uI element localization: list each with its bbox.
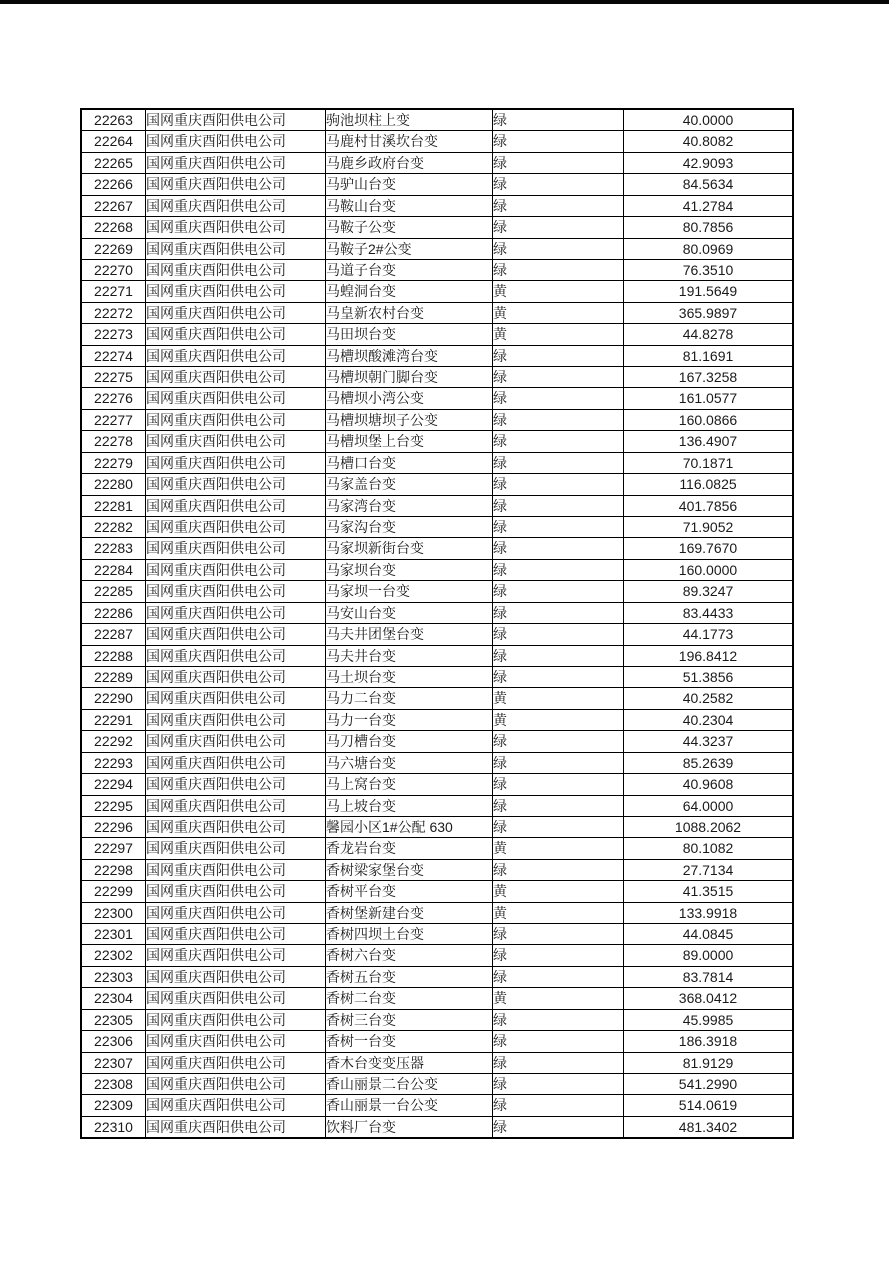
company-cell: 国网重庆酉阳供电公司 [146,131,326,152]
row-id-cell: 22286 [81,602,146,623]
status-cell: 绿 [493,1116,624,1138]
table-row [81,559,793,580]
status-cell: 绿 [493,859,624,880]
table-row [81,474,793,495]
capacity-value-cell: 83.7814 [624,966,794,987]
row-id-cell: 22297 [81,838,146,859]
company-cell: 国网重庆酉阳供电公司 [146,645,326,666]
table-row [81,924,793,945]
station-name-cell: 马力二台变 [326,688,493,709]
capacity-value-cell: 51.3856 [624,666,794,687]
table-row [81,645,793,666]
station-name-cell: 香龙岩台变 [326,838,493,859]
table-row [81,431,793,452]
company-cell: 国网重庆酉阳供电公司 [146,859,326,880]
table-row [81,452,793,473]
status-cell: 绿 [493,559,624,580]
capacity-value-cell: 161.0577 [624,388,794,409]
row-id-cell: 22292 [81,731,146,752]
status-cell: 绿 [493,752,624,773]
status-cell: 绿 [493,517,624,538]
table-body [81,109,793,1138]
table-row [81,238,793,259]
capacity-value-cell: 40.2582 [624,688,794,709]
capacity-value-cell: 40.2304 [624,709,794,730]
row-id-cell: 22287 [81,624,146,645]
capacity-value-cell: 160.0866 [624,409,794,430]
station-name-cell: 马家盖台变 [326,474,493,495]
status-cell: 绿 [493,645,624,666]
station-name-cell: 香树一台变 [326,1031,493,1052]
table-row [81,1031,793,1052]
status-cell: 绿 [493,474,624,495]
station-name-cell: 马刀槽台变 [326,731,493,752]
table-row [81,131,793,152]
status-cell: 绿 [493,495,624,516]
company-cell: 国网重庆酉阳供电公司 [146,1009,326,1030]
table-row [81,302,793,323]
status-cell: 绿 [493,217,624,238]
capacity-value-cell: 368.0412 [624,988,794,1009]
station-name-cell: 香树堡新建台变 [326,902,493,923]
capacity-value-cell: 45.9985 [624,1009,794,1030]
station-name-cell: 香树三台变 [326,1009,493,1030]
capacity-value-cell: 44.1773 [624,624,794,645]
capacity-value-cell: 541.2990 [624,1073,794,1094]
station-name-cell: 马家沟台变 [326,517,493,538]
table-row [81,1073,793,1094]
company-cell: 国网重庆酉阳供电公司 [146,559,326,580]
company-cell: 国网重庆酉阳供电公司 [146,1116,326,1138]
station-name-cell: 馨园小区1#公配 630 [326,816,493,837]
table-row [81,324,793,345]
company-cell: 国网重庆酉阳供电公司 [146,795,326,816]
company-cell: 国网重庆酉阳供电公司 [146,774,326,795]
station-name-cell: 香树五台变 [326,966,493,987]
capacity-value-cell: 44.8278 [624,324,794,345]
capacity-value-cell: 40.0000 [624,109,794,131]
table-row [81,1116,793,1138]
company-cell: 国网重庆酉阳供电公司 [146,367,326,388]
company-cell: 国网重庆酉阳供电公司 [146,538,326,559]
table-row [81,902,793,923]
capacity-value-cell: 71.9052 [624,517,794,538]
table-row [81,109,793,131]
capacity-value-cell: 44.0845 [624,924,794,945]
company-cell: 国网重庆酉阳供电公司 [146,816,326,837]
capacity-value-cell: 44.3237 [624,731,794,752]
status-cell: 绿 [493,1031,624,1052]
status-cell: 绿 [493,452,624,473]
station-name-cell: 驹池坝柱上变 [326,109,493,131]
page-top-border [0,0,889,4]
row-id-cell: 22270 [81,259,146,280]
row-id-cell: 22298 [81,859,146,880]
station-name-cell: 马蝗洞台变 [326,281,493,302]
row-id-cell: 22277 [81,409,146,430]
row-id-cell: 22309 [81,1095,146,1116]
station-name-cell: 香树四坝土台变 [326,924,493,945]
table-row [81,945,793,966]
row-id-cell: 22269 [81,238,146,259]
status-cell: 绿 [493,367,624,388]
table-row [81,795,793,816]
row-id-cell: 22274 [81,345,146,366]
row-id-cell: 22293 [81,752,146,773]
capacity-value-cell: 41.3515 [624,881,794,902]
station-name-cell: 马安山台变 [326,602,493,623]
status-cell: 绿 [493,1052,624,1073]
station-name-cell: 马皇新农村台变 [326,302,493,323]
table-row [81,152,793,173]
company-cell: 国网重庆酉阳供电公司 [146,1073,326,1094]
row-id-cell: 22266 [81,174,146,195]
status-cell: 黄 [493,709,624,730]
company-cell: 国网重庆酉阳供电公司 [146,688,326,709]
table-row [81,538,793,559]
company-cell: 国网重庆酉阳供电公司 [146,945,326,966]
company-cell: 国网重庆酉阳供电公司 [146,902,326,923]
table-row [81,281,793,302]
capacity-value-cell: 80.0969 [624,238,794,259]
company-cell: 国网重庆酉阳供电公司 [146,752,326,773]
company-cell: 国网重庆酉阳供电公司 [146,731,326,752]
capacity-value-cell: 191.5649 [624,281,794,302]
table-row [81,752,793,773]
table-row [81,495,793,516]
table-row [81,838,793,859]
company-cell: 国网重庆酉阳供电公司 [146,409,326,430]
station-name-cell: 香木台变变压器 [326,1052,493,1073]
status-cell: 绿 [493,966,624,987]
capacity-value-cell: 365.9897 [624,302,794,323]
row-id-cell: 22278 [81,431,146,452]
station-name-cell: 马槽坝朝门脚台变 [326,367,493,388]
company-cell: 国网重庆酉阳供电公司 [146,452,326,473]
company-cell: 国网重庆酉阳供电公司 [146,281,326,302]
capacity-value-cell: 169.7670 [624,538,794,559]
row-id-cell: 22310 [81,1116,146,1138]
company-cell: 国网重庆酉阳供电公司 [146,345,326,366]
station-name-cell: 香树梁家堡台变 [326,859,493,880]
station-name-cell: 马田坝台变 [326,324,493,345]
table-row [81,581,793,602]
company-cell: 国网重庆酉阳供电公司 [146,666,326,687]
capacity-value-cell: 89.3247 [624,581,794,602]
status-cell: 绿 [493,109,624,131]
company-cell: 国网重庆酉阳供电公司 [146,238,326,259]
row-id-cell: 22271 [81,281,146,302]
capacity-value-cell: 83.4433 [624,602,794,623]
table-row [81,966,793,987]
status-cell: 黄 [493,988,624,1009]
row-id-cell: 22282 [81,517,146,538]
status-cell: 绿 [493,131,624,152]
company-cell: 国网重庆酉阳供电公司 [146,495,326,516]
capacity-value-cell: 186.3918 [624,1031,794,1052]
table-row [81,1095,793,1116]
station-name-cell: 香树平台变 [326,881,493,902]
row-id-cell: 22299 [81,881,146,902]
row-id-cell: 22283 [81,538,146,559]
station-name-cell: 马土坝台变 [326,666,493,687]
station-name-cell: 马力一台变 [326,709,493,730]
station-name-cell: 马鹿村甘溪坎台变 [326,131,493,152]
row-id-cell: 22273 [81,324,146,345]
station-name-cell: 马鹿乡政府台变 [326,152,493,173]
company-cell: 国网重庆酉阳供电公司 [146,1095,326,1116]
station-name-cell: 马夫井台变 [326,645,493,666]
capacity-value-cell: 40.9608 [624,774,794,795]
station-name-cell: 马槽口台变 [326,452,493,473]
table-row [81,988,793,1009]
company-cell: 国网重庆酉阳供电公司 [146,1031,326,1052]
table-row [81,666,793,687]
table-row [81,409,793,430]
row-id-cell: 22267 [81,195,146,216]
station-name-cell: 马六塘台变 [326,752,493,773]
row-id-cell: 22279 [81,452,146,473]
row-id-cell: 22304 [81,988,146,1009]
table-row [81,388,793,409]
station-name-cell: 马槽坝酸滩湾台变 [326,345,493,366]
status-cell: 绿 [493,602,624,623]
capacity-value-cell: 80.1082 [624,838,794,859]
row-id-cell: 22308 [81,1073,146,1094]
status-cell: 绿 [493,624,624,645]
row-id-cell: 22294 [81,774,146,795]
station-name-cell: 马槽坝塘坝子公变 [326,409,493,430]
table-row [81,1009,793,1030]
company-cell: 国网重庆酉阳供电公司 [146,474,326,495]
row-id-cell: 22302 [81,945,146,966]
table-row [81,517,793,538]
row-id-cell: 22303 [81,966,146,987]
company-cell: 国网重庆酉阳供电公司 [146,431,326,452]
row-id-cell: 22281 [81,495,146,516]
status-cell: 黄 [493,281,624,302]
station-name-cell: 马槽坝堡上台变 [326,431,493,452]
capacity-value-cell: 41.2784 [624,195,794,216]
row-id-cell: 22264 [81,131,146,152]
capacity-value-cell: 80.7856 [624,217,794,238]
status-cell: 绿 [493,195,624,216]
company-cell: 国网重庆酉阳供电公司 [146,259,326,280]
status-cell: 黄 [493,302,624,323]
status-cell: 绿 [493,388,624,409]
status-cell: 绿 [493,409,624,430]
capacity-value-cell: 40.8082 [624,131,794,152]
station-name-cell: 马驴山台变 [326,174,493,195]
status-cell: 黄 [493,902,624,923]
capacity-value-cell: 1088.2062 [624,816,794,837]
table-row [81,345,793,366]
company-cell: 国网重庆酉阳供电公司 [146,881,326,902]
station-name-cell: 马鞍子公变 [326,217,493,238]
table-row [81,774,793,795]
capacity-value-cell: 136.4907 [624,431,794,452]
row-id-cell: 22306 [81,1031,146,1052]
status-cell: 黄 [493,324,624,345]
capacity-value-cell: 85.2639 [624,752,794,773]
table-row [81,881,793,902]
table-row [81,367,793,388]
company-cell: 国网重庆酉阳供电公司 [146,195,326,216]
status-cell: 绿 [493,816,624,837]
row-id-cell: 22300 [81,902,146,923]
table-row [81,602,793,623]
status-cell: 绿 [493,1073,624,1094]
station-name-cell: 马家坝台变 [326,559,493,580]
station-name-cell: 马家坝新街台变 [326,538,493,559]
row-id-cell: 22290 [81,688,146,709]
status-cell: 绿 [493,259,624,280]
station-name-cell: 马夫井团堡台变 [326,624,493,645]
company-cell: 国网重庆酉阳供电公司 [146,966,326,987]
company-cell: 国网重庆酉阳供电公司 [146,988,326,1009]
company-cell: 国网重庆酉阳供电公司 [146,517,326,538]
capacity-value-cell: 81.1691 [624,345,794,366]
row-id-cell: 22265 [81,152,146,173]
station-name-cell: 马鞍山台变 [326,195,493,216]
status-cell: 绿 [493,1095,624,1116]
capacity-value-cell: 160.0000 [624,559,794,580]
status-cell: 绿 [493,945,624,966]
company-cell: 国网重庆酉阳供电公司 [146,1052,326,1073]
station-name-cell: 马道子台变 [326,259,493,280]
status-cell: 绿 [493,731,624,752]
row-id-cell: 22296 [81,816,146,837]
table-row [81,709,793,730]
row-id-cell: 22285 [81,581,146,602]
table-row [81,259,793,280]
company-cell: 国网重庆酉阳供电公司 [146,838,326,859]
company-cell: 国网重庆酉阳供电公司 [146,217,326,238]
company-cell: 国网重庆酉阳供电公司 [146,709,326,730]
status-cell: 绿 [493,152,624,173]
capacity-value-cell: 514.0619 [624,1095,794,1116]
company-cell: 国网重庆酉阳供电公司 [146,174,326,195]
status-cell: 绿 [493,174,624,195]
company-cell: 国网重庆酉阳供电公司 [146,302,326,323]
status-cell: 绿 [493,345,624,366]
company-cell: 国网重庆酉阳供电公司 [146,924,326,945]
row-id-cell: 22307 [81,1052,146,1073]
station-name-cell: 马上坡台变 [326,795,493,816]
company-cell: 国网重庆酉阳供电公司 [146,109,326,131]
capacity-value-cell: 133.9918 [624,902,794,923]
company-cell: 国网重庆酉阳供电公司 [146,388,326,409]
status-cell: 绿 [493,1009,624,1030]
station-name-cell: 马上窝台变 [326,774,493,795]
station-name-cell: 香树六台变 [326,945,493,966]
power-station-table [80,108,794,1139]
row-id-cell: 22305 [81,1009,146,1030]
status-cell: 绿 [493,431,624,452]
status-cell: 黄 [493,881,624,902]
row-id-cell: 22295 [81,795,146,816]
station-name-cell: 香山丽景二台公变 [326,1073,493,1094]
capacity-value-cell: 401.7856 [624,495,794,516]
row-id-cell: 22301 [81,924,146,945]
station-name-cell: 香山丽景一台公变 [326,1095,493,1116]
table-row [81,688,793,709]
table-row [81,731,793,752]
status-cell: 黄 [493,838,624,859]
status-cell: 绿 [493,774,624,795]
company-cell: 国网重庆酉阳供电公司 [146,324,326,345]
row-id-cell: 22268 [81,217,146,238]
table-row [81,816,793,837]
status-cell: 绿 [493,538,624,559]
company-cell: 国网重庆酉阳供电公司 [146,602,326,623]
row-id-cell: 22280 [81,474,146,495]
status-cell: 黄 [493,688,624,709]
capacity-value-cell: 89.0000 [624,945,794,966]
status-cell: 绿 [493,795,624,816]
station-name-cell: 马家坝一台变 [326,581,493,602]
station-name-cell: 香树二台变 [326,988,493,1009]
capacity-value-cell: 64.0000 [624,795,794,816]
table-row [81,1052,793,1073]
station-name-cell: 马鞍子2#公变 [326,238,493,259]
capacity-value-cell: 196.8412 [624,645,794,666]
table-row [81,859,793,880]
capacity-value-cell: 81.9129 [624,1052,794,1073]
table-row [81,174,793,195]
row-id-cell: 22289 [81,666,146,687]
row-id-cell: 22291 [81,709,146,730]
station-name-cell: 饮料厂台变 [326,1116,493,1138]
row-id-cell: 22263 [81,109,146,131]
table-row [81,217,793,238]
capacity-value-cell: 84.5634 [624,174,794,195]
status-cell: 绿 [493,924,624,945]
station-name-cell: 马槽坝小湾公变 [326,388,493,409]
capacity-value-cell: 167.3258 [624,367,794,388]
capacity-value-cell: 116.0825 [624,474,794,495]
row-id-cell: 22272 [81,302,146,323]
capacity-value-cell: 76.3510 [624,259,794,280]
row-id-cell: 22284 [81,559,146,580]
table-row [81,624,793,645]
status-cell: 绿 [493,581,624,602]
row-id-cell: 22275 [81,367,146,388]
table-row [81,195,793,216]
row-id-cell: 22288 [81,645,146,666]
station-name-cell: 马家湾台变 [326,495,493,516]
capacity-value-cell: 42.9093 [624,152,794,173]
capacity-value-cell: 70.1871 [624,452,794,473]
status-cell: 绿 [493,238,624,259]
company-cell: 国网重庆酉阳供电公司 [146,152,326,173]
capacity-value-cell: 27.7134 [624,859,794,880]
capacity-value-cell: 481.3402 [624,1116,794,1138]
row-id-cell: 22276 [81,388,146,409]
company-cell: 国网重庆酉阳供电公司 [146,624,326,645]
status-cell: 绿 [493,666,624,687]
company-cell: 国网重庆酉阳供电公司 [146,581,326,602]
